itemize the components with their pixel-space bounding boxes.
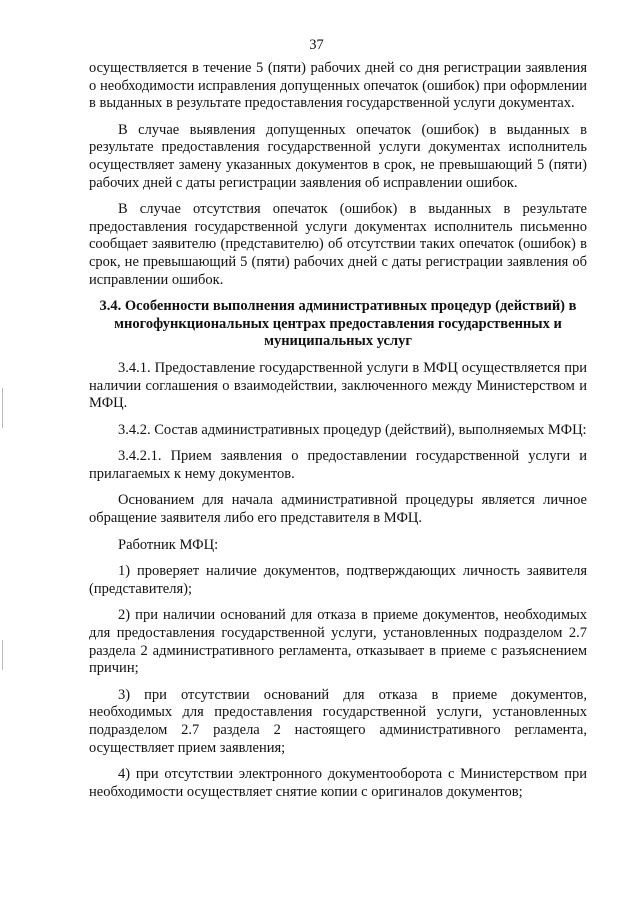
- paragraph: 3) при отсутствии оснований для отказа в приеме документов, необходимых для предоставления государственной услуги, установленных подразделом 2.7 раздела 2 настоящего административного регламента, осуществляет прием заявления;: [89, 686, 587, 756]
- paragraphs-after-heading: [89, 360, 587, 801]
- scan-edge-mark: [2, 640, 3, 670]
- page-number: 37: [309, 37, 324, 53]
- paragraph: 4) при отсутствии электронного документооборота с Министерством при необходимости осуществляет снятие копии с оригиналов документов;: [89, 766, 587, 800]
- document-body: [89, 60, 587, 810]
- paragraph: Работник МФЦ:: [118, 536, 219, 553]
- paragraph: 3.4.2.1. Прием заявления о предоставлении государственной услуги и прилагаемых к нему документов.: [89, 448, 587, 482]
- paragraph: В случае отсутствия опечаток (ошибок) в выданных в результате предоставления государственной услуги документах исполнитель письменно сообщает заявителю (представителю) об отсутствии таких опечаток (ошибок) в срок, не превышающий 5 (пяти) рабочих дней с даты регистрации заявления об исправлении ошибок.: [89, 201, 587, 288]
- paragraph: 2) при наличии оснований для отказа в приеме документов, необходимых для предоставления государственной услуги, установленных подразделом 2.7 раздела 2 административного регламента, отказывает в приеме с разъяснением причин;: [89, 607, 587, 677]
- paragraph: Основанием для начала административной процедуры является личное обращение заявителя либо его представителя в МФЦ.: [89, 492, 587, 527]
- paragraph: осуществляется в течение 5 (пяти) рабочих дней со дня регистрации заявления о необходимости исправления допущенных опечаток (ошибок) при оформлении в выданных в результате предоставления государственной услуги документах.: [89, 60, 587, 112]
- paragraph: 3.4.1. Предоставление государственной услуги в МФЦ осуществляется при наличии соглашения о взаимодействии, заключенного между Министерством и МФЦ.: [89, 359, 587, 412]
- section-heading: 3.4. Особенности выполнения административных процедур (действий) в многофункциональных центрах предоставления государственных и муниципальных услуг: [99, 298, 577, 350]
- paragraph: 3.4.2. Состав административных процедур (действий), выполняемых МФЦ:: [118, 421, 587, 438]
- paragraph: В случае выявления допущенных опечаток (ошибок) в выданных в результате предоставления государственной услуги документах исполнитель осуществляет замену указанных документов в срок, не превышающий 5 (пяти) рабочих дней с даты регистрации заявления об исправлении ошибок.: [89, 121, 587, 191]
- paragraphs-before-heading: [89, 60, 587, 289]
- paragraph: 1) проверяет наличие документов, подтверждающих личность заявителя (представителя);: [89, 563, 587, 597]
- scan-edge-mark: [2, 388, 3, 428]
